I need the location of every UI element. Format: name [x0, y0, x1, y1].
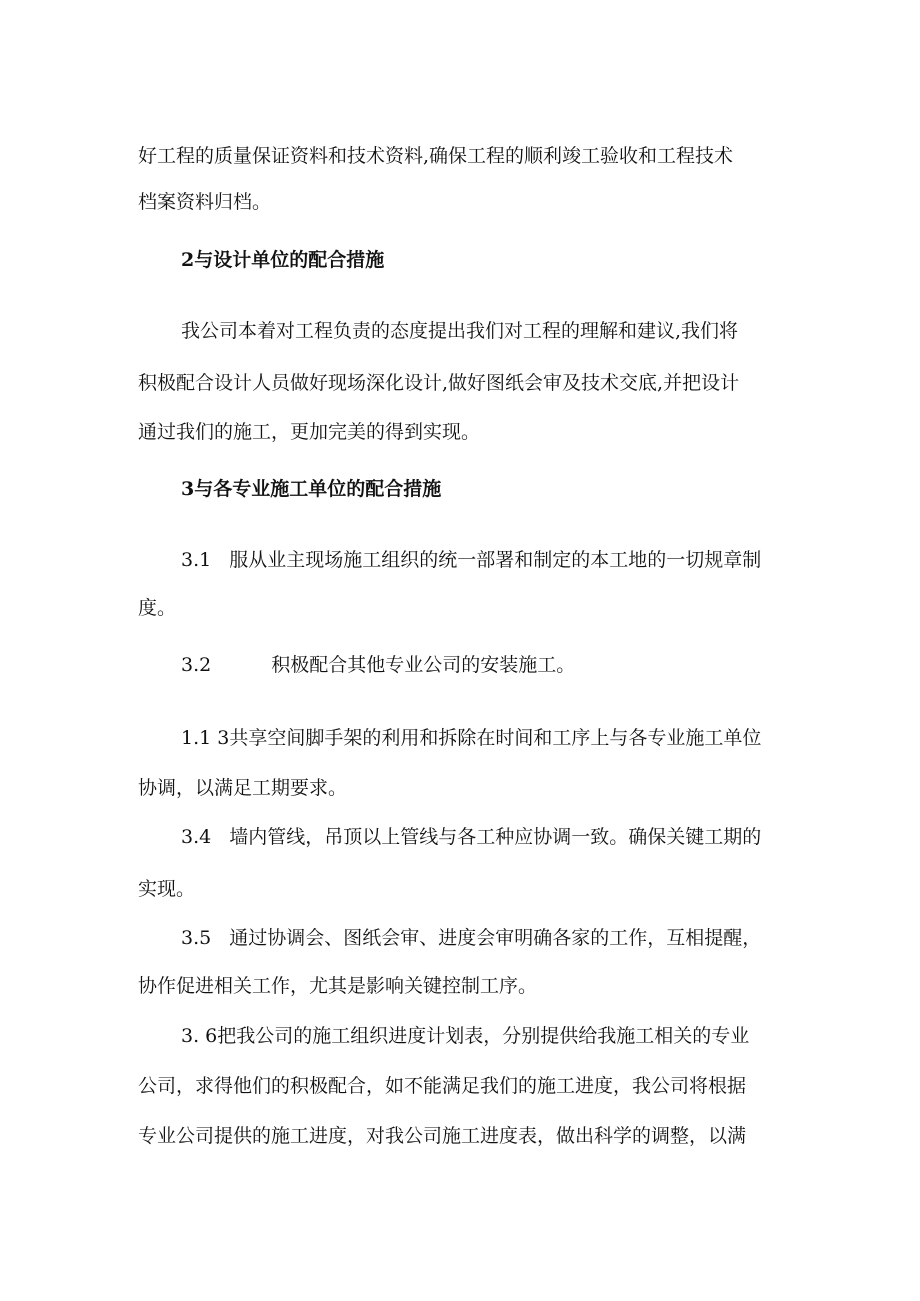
- paragraph-line: 协作促进相关工作，尤其是影响关键控制工序。: [138, 975, 538, 997]
- paragraph-line: 我公司本着对工程负责的态度提出我们对工程的理解和建议,我们将: [181, 320, 739, 342]
- item-text: 服从业主现场施工组织的统一部署和制定的本工地的一切规章制: [229, 549, 762, 571]
- list-item-3-1: [181, 547, 798, 573]
- item-number: 3.2: [181, 654, 212, 676]
- item-text: 墙内管线，吊顶以上管线与各工种应协调一致。确保关键工期的: [229, 826, 762, 848]
- list-item-3-2: [181, 652, 798, 678]
- list-item-3-3: 1.1 3共享空间脚手架的利用和拆除在时间和工序上与各专业施工单位: [181, 727, 762, 749]
- section-heading-3: 3与各专业施工单位的配合措施: [181, 478, 442, 500]
- section-heading-2: 2与设计单位的配合措施: [181, 249, 385, 271]
- item-number: 3.1: [181, 549, 212, 571]
- paragraph-line: 度。: [138, 597, 177, 619]
- paragraph-line: 实现。: [138, 878, 196, 900]
- list-item-3-4: [181, 824, 798, 850]
- paragraph-line: 档案资料归档。: [138, 191, 272, 213]
- paragraph-line: 公司，求得他们的积极配合，如不能满足我们的施工进度，我公司将根据: [138, 1075, 747, 1097]
- item-number: 3.5: [181, 927, 212, 949]
- paragraph-line: 协调，以满足工期要求。: [138, 777, 348, 799]
- list-item-3-6: 3. 6把我公司的施工组织进度计划表，分别提供给我施工相关的专业: [181, 1025, 750, 1047]
- list-item-3-5: [181, 925, 798, 951]
- paragraph-line: 好工程的质量保证资料和技术资料,确保工程的顺利竣工验收和工程技术: [138, 145, 734, 167]
- paragraph-line: 积极配合设计人员做好现场深化设计,做好图纸会审及技术交底,并把设计: [138, 372, 740, 394]
- item-number: 3.4: [181, 826, 212, 848]
- item-text: 通过协调会、图纸会审、进度会审明确各家的工作，互相提醒，: [229, 927, 762, 949]
- item-text: 积极配合其他专业公司的安装施工。: [271, 654, 576, 676]
- paragraph-line: 通过我们的施工，更加完美的得到实现。: [138, 421, 481, 443]
- paragraph-line: 专业公司提供的施工进度，对我公司施工进度表，做出科学的调整，以满: [138, 1125, 747, 1147]
